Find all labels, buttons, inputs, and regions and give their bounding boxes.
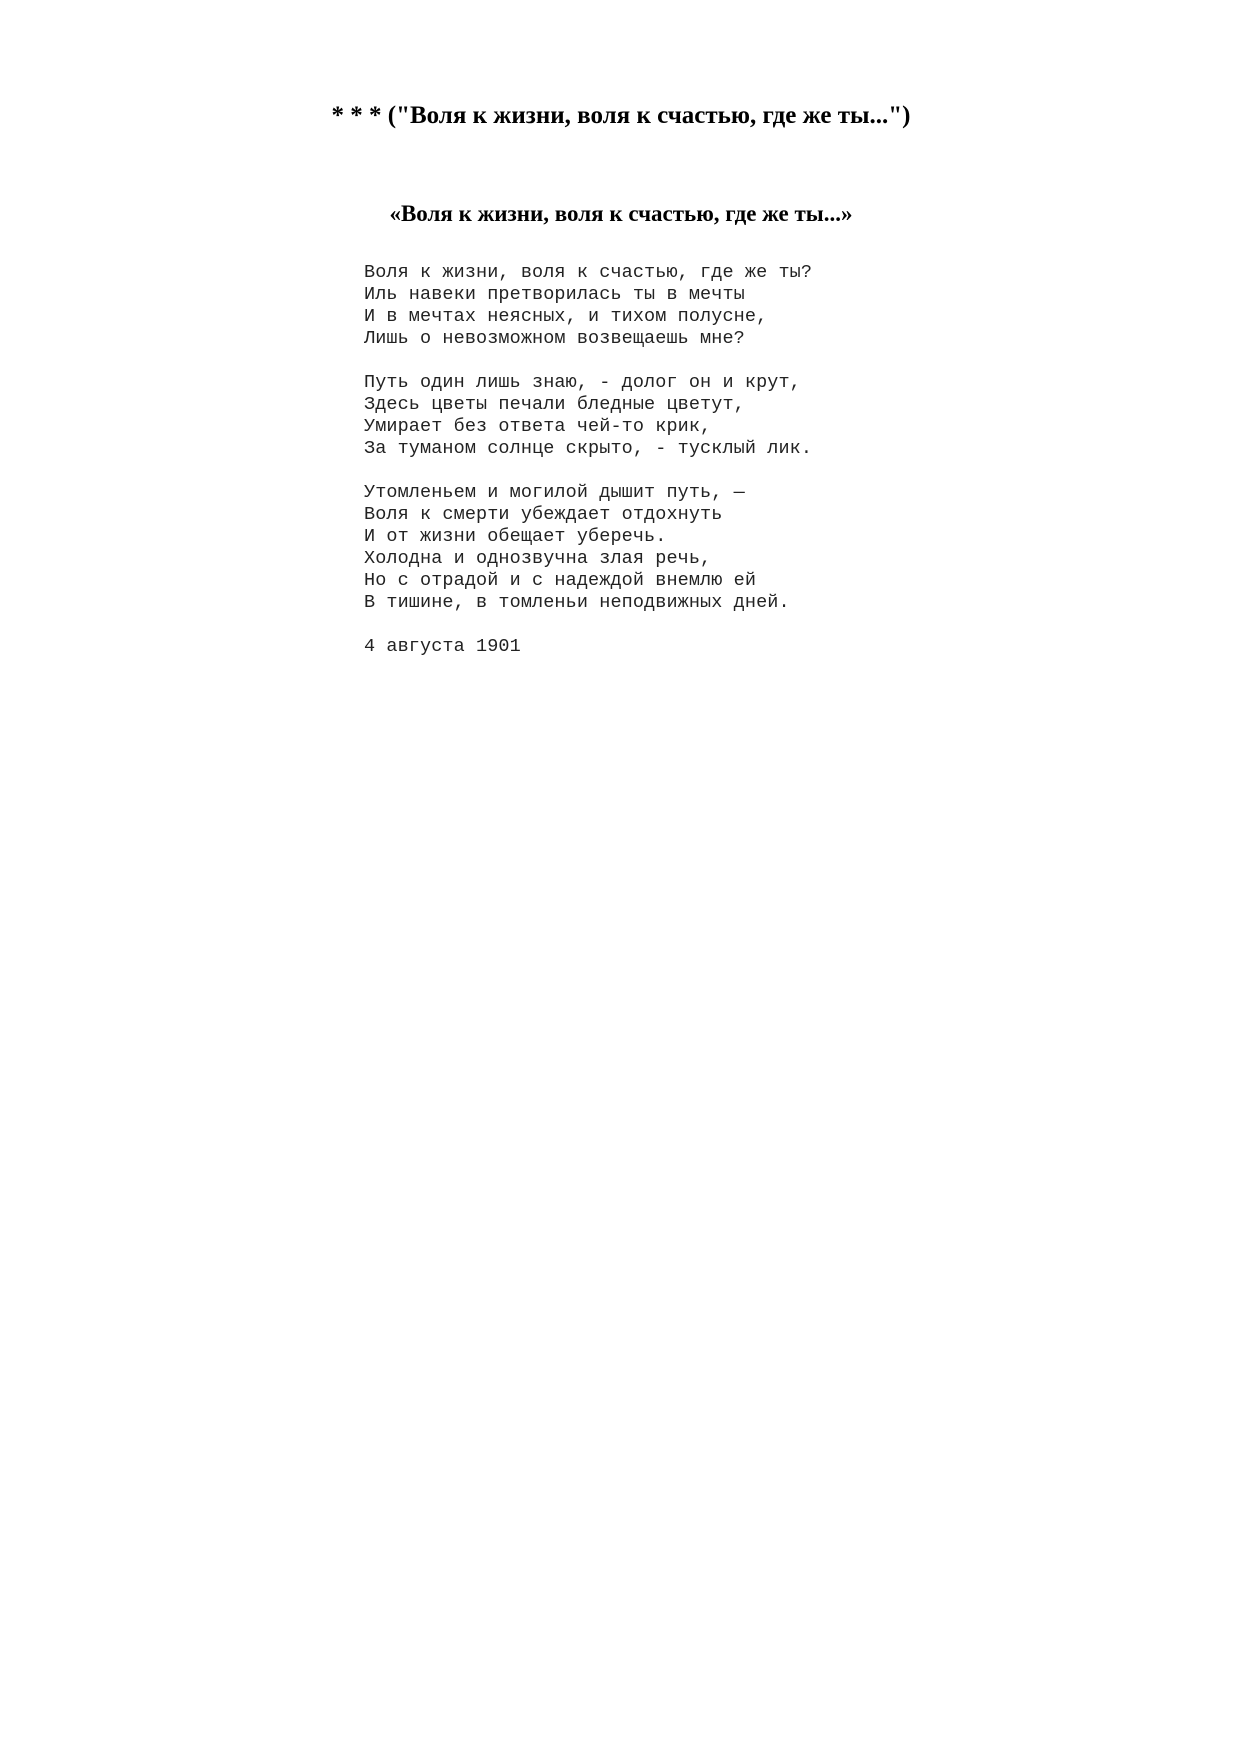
poem-line: Здесь цветы печали бледные цветут, <box>364 394 745 415</box>
poem-line: Утомленьем и могилой дышит путь, — <box>364 482 745 503</box>
poem-line: Иль навеки претворилась ты в мечты <box>364 284 745 305</box>
stanza-3 <box>364 482 812 614</box>
poem-date: 4 августа 1901 <box>364 636 521 657</box>
poem-title: «Воля к жизни, воля к счастью, где же ты...» <box>389 201 853 226</box>
poem-line: За туманом солнце скрыто, - тусклый лик. <box>364 438 813 459</box>
stanza-1 <box>364 262 812 350</box>
poem-line: Холодна и однозвучна злая речь, <box>364 548 712 569</box>
poem-line: И в мечтах неясных, и тихом полусне, <box>364 306 768 327</box>
stanza-2 <box>364 372 812 460</box>
poem-line: Путь один лишь знаю, - долог он и крут, <box>364 372 801 393</box>
poem-line: И от жизни обещает уберечь. <box>364 526 667 547</box>
document-title: * * * ("Воля к жизни, воля к счастью, где же ты...") <box>331 102 911 129</box>
poem-line: Умирает без ответа чей-то крик, <box>364 416 712 437</box>
poem-line: Лишь о невозможном возвещаешь мне? <box>364 328 745 349</box>
poem-line: В тишине, в томленьи неподвижных дней. <box>364 592 790 613</box>
poem-line: Но с отрадой и с надеждой внемлю ей <box>364 570 757 591</box>
poem-line: Воля к смерти убеждает отдохнуть <box>364 504 723 525</box>
poem-line: Воля к жизни, воля к счастью, где же ты? <box>364 262 813 283</box>
poem-body <box>364 262 812 658</box>
